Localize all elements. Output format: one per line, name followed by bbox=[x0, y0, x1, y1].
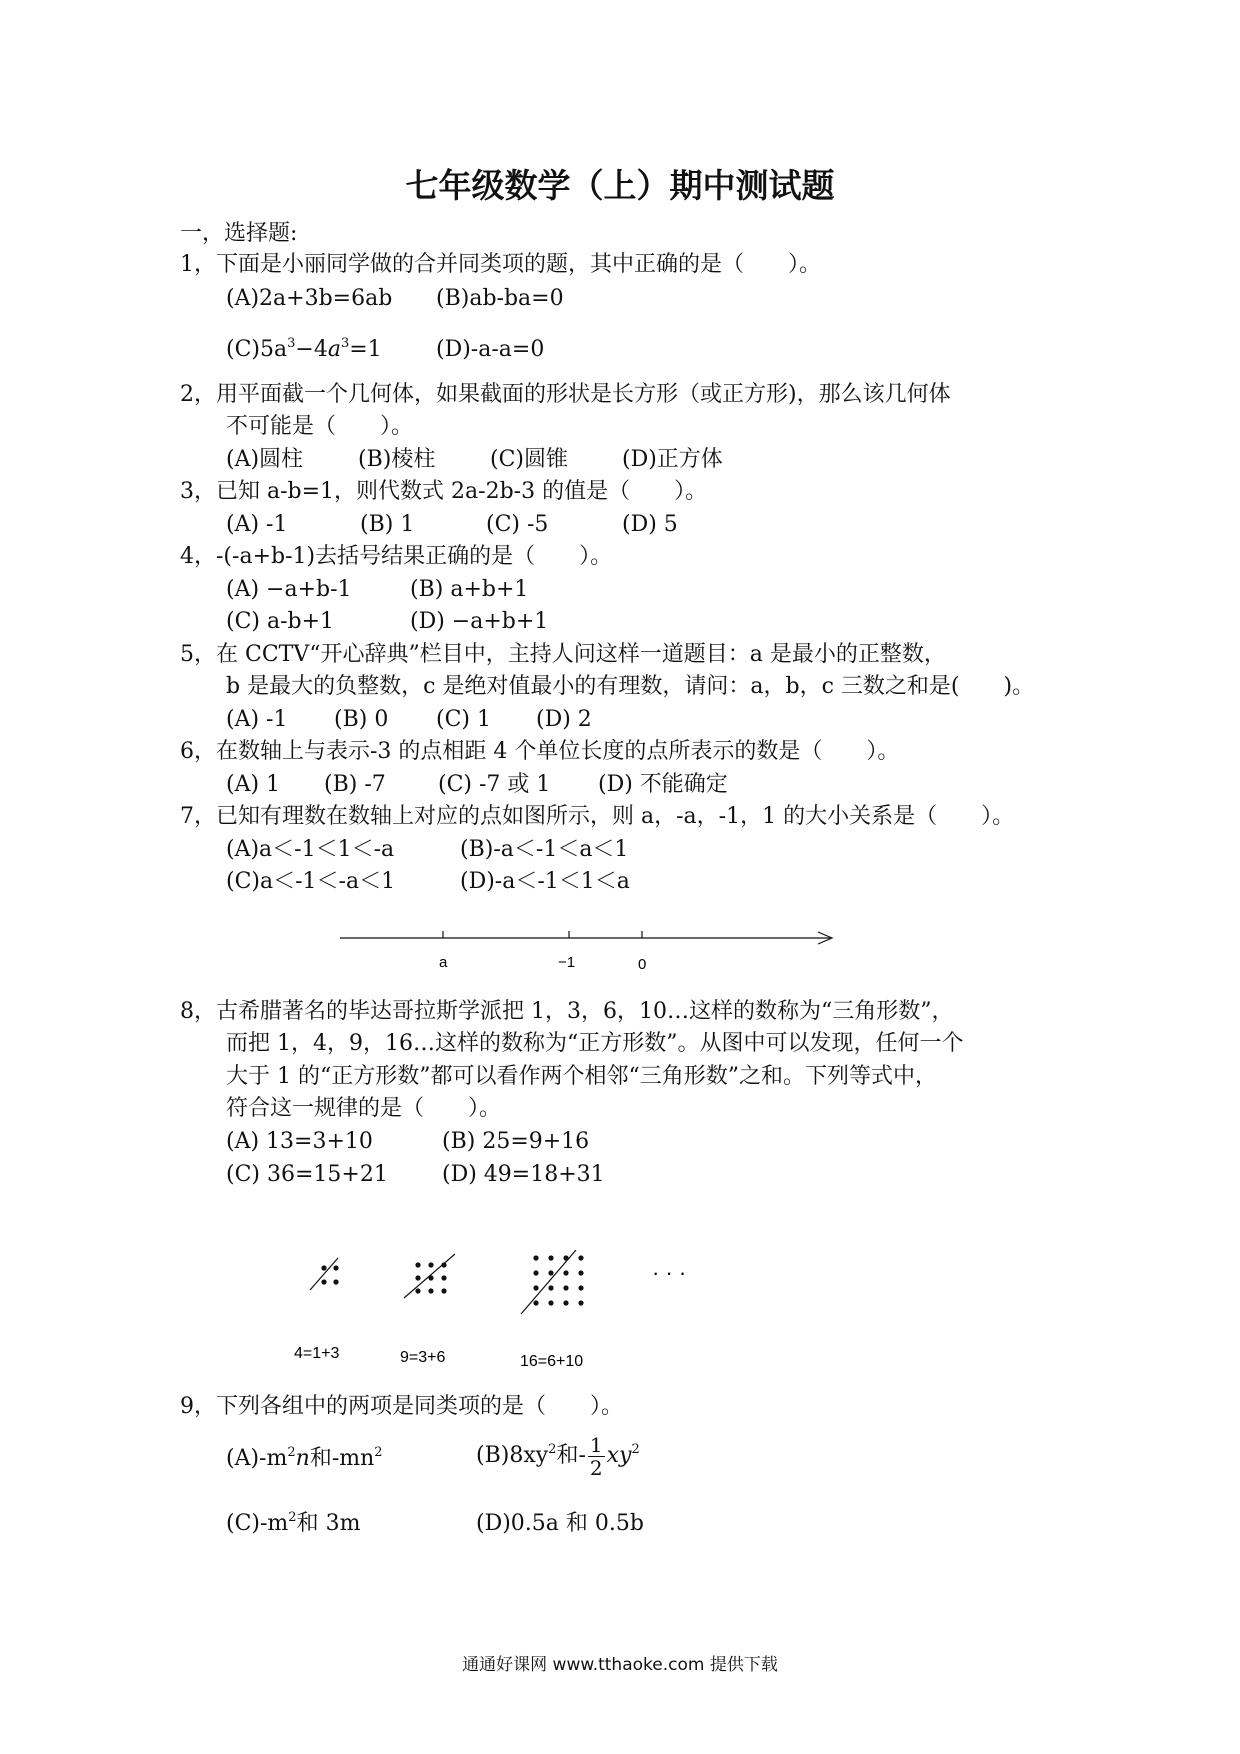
axis-label-zero: 0 bbox=[638, 956, 647, 973]
q9-option-c: $(C)-m^2$和 3m bbox=[226, 1510, 361, 1536]
question-8-line-4: 符合这一规律的是（ ）。 bbox=[226, 1096, 502, 1121]
q9-option-a: $(A)-m^2n$和$-mn^2$ bbox=[226, 1445, 383, 1471]
q8-option-a: (A) 13=3+10 bbox=[226, 1129, 373, 1154]
question-5-line-2: b 是最大的负整数，c 是绝对值最小的有理数，请问：a，b，c 三数之和是( )。 bbox=[226, 674, 1035, 699]
q6-option-b: (B) -7 bbox=[324, 772, 386, 797]
question-9: 9，下列各组中的两项是同类项的是（ ）。 bbox=[180, 1394, 623, 1419]
caption-9: 9=3+6 bbox=[400, 1349, 446, 1366]
question-8-line-1: 8，古希腊著名的毕达哥拉斯学派把 1，3，6，10…这样的数称为“三角形数”， bbox=[180, 999, 954, 1024]
question-6: 6，在数轴上与表示-3 的点相距 4 个单位长度的点所表示的数是（ ）。 bbox=[180, 739, 900, 764]
q4-option-a: (A) −a+b-1 bbox=[226, 577, 352, 602]
q9-option-b: $(B)8xy^2$和- $\frac{1}{2}$ $xy^2$ bbox=[476, 1432, 640, 1480]
q6-option-a: (A) 1 bbox=[226, 772, 281, 797]
fraction-one-half: $\frac{1}{2}$ bbox=[589, 1432, 603, 1480]
dots-2x2 bbox=[321, 1265, 338, 1284]
q5-option-a: (A) -1 bbox=[226, 707, 288, 732]
q4-option-b: (B) a+b+1 bbox=[410, 577, 529, 602]
q2-option-b: (B)棱柱 bbox=[358, 447, 436, 472]
q8-option-c: (C) 36=15+21 bbox=[226, 1162, 388, 1187]
footer-credit: 通通好课网 www.tthaoke.com 提供下载 bbox=[462, 1655, 778, 1675]
question-1: 1，下面是小丽同学做的合并同类项的题，其中正确的是（ ）。 bbox=[180, 252, 821, 277]
caption-4: 4=1+3 bbox=[294, 1345, 340, 1362]
q1-option-a: (A)2a+3b=6ab bbox=[226, 286, 393, 311]
q7-option-a: (A)a＜-1＜1＜-a bbox=[226, 837, 395, 862]
caption-16: 16=6+10 bbox=[520, 1353, 584, 1370]
q3-option-a: (A) -1 bbox=[226, 512, 288, 537]
q1-option-b: (B)ab-ba=0 bbox=[436, 286, 564, 311]
q9-option-d: (D)0.5a 和 0.5b bbox=[476, 1511, 644, 1536]
question-8-line-3: 大于 1 的“正方形数”都可以看作两个相邻“三角形数”之和。下列等式中， bbox=[226, 1064, 937, 1089]
divider-2x2 bbox=[310, 1258, 338, 1290]
axis-label-minus-one: −1 bbox=[558, 954, 576, 971]
dots-3x3 bbox=[415, 1262, 446, 1293]
question-3: 3，已知 a-b=1，则代数式 2a-2b-3 的值是（ ）。 bbox=[180, 479, 708, 504]
q8-option-d: (D) 49=18+31 bbox=[442, 1162, 605, 1187]
question-2-line-1: 2，用平面截一个几何体，如果截面的形状是长方形（或正方形)，那么该几何体 bbox=[180, 382, 951, 407]
question-4: 4，-(-a+b-1)去括号结果正确的是（ ）。 bbox=[180, 544, 613, 569]
figure-ellipsis: · · · bbox=[652, 1260, 687, 1285]
q2-option-a: (A)圆柱 bbox=[226, 447, 304, 472]
axis-label-a: a bbox=[439, 954, 448, 971]
q2-option-c: (C)圆锥 bbox=[490, 447, 568, 472]
q3-option-c: (C) -5 bbox=[486, 512, 549, 537]
question-5-line-1: 5，在 CCTV“开心辞典”栏目中，主持人问这样一道题目：a 是最小的正整数， bbox=[180, 642, 946, 667]
q5-option-b: (B) 0 bbox=[334, 707, 389, 732]
question-2-line-2: 不可能是（ ）。 bbox=[226, 414, 414, 439]
q6-option-d: (D) 不能确定 bbox=[598, 772, 728, 797]
q8-option-b: (B) 25=9+16 bbox=[442, 1129, 590, 1154]
page-title: 七年级数学（上）期中测试题 bbox=[405, 166, 835, 205]
question-8-line-2: 而把 1，4，9，16…这样的数称为“正方形数”。从图中可以发现，任何一个 bbox=[226, 1031, 964, 1056]
q1-option-c: $(C)5a^3-4a^3=1$ bbox=[226, 336, 382, 362]
dots-4x4 bbox=[533, 1255, 583, 1305]
question-7: 7，已知有理数在数轴上对应的点如图所示，则 a，-a，-1，1 的大小关系是（ ）。 bbox=[180, 804, 1015, 829]
q3-option-b: (B) 1 bbox=[360, 512, 415, 537]
q5-option-d: (D) 2 bbox=[536, 707, 592, 732]
q4-option-c: (C) a-b+1 bbox=[226, 609, 335, 634]
q3-option-d: (D) 5 bbox=[622, 512, 678, 537]
square-numbers-figure bbox=[280, 1250, 750, 1380]
q1-option-d: (D)-a-a=0 bbox=[436, 337, 545, 362]
q6-option-c: (C) -7 或 1 bbox=[438, 772, 551, 797]
q5-option-c: (C) 1 bbox=[436, 707, 491, 732]
section-heading: 一，选择题: bbox=[180, 221, 298, 246]
q2-option-d: (D)正方体 bbox=[622, 447, 723, 472]
q7-option-d: (D)-a＜-1＜1＜a bbox=[460, 869, 630, 894]
q7-option-c: (C)a＜-1＜-a＜1 bbox=[226, 869, 396, 894]
number-line-figure bbox=[330, 915, 850, 975]
q7-option-b: (B)-a＜-1＜a＜1 bbox=[460, 837, 629, 862]
q4-option-d: (D) −a+b+1 bbox=[410, 609, 549, 634]
